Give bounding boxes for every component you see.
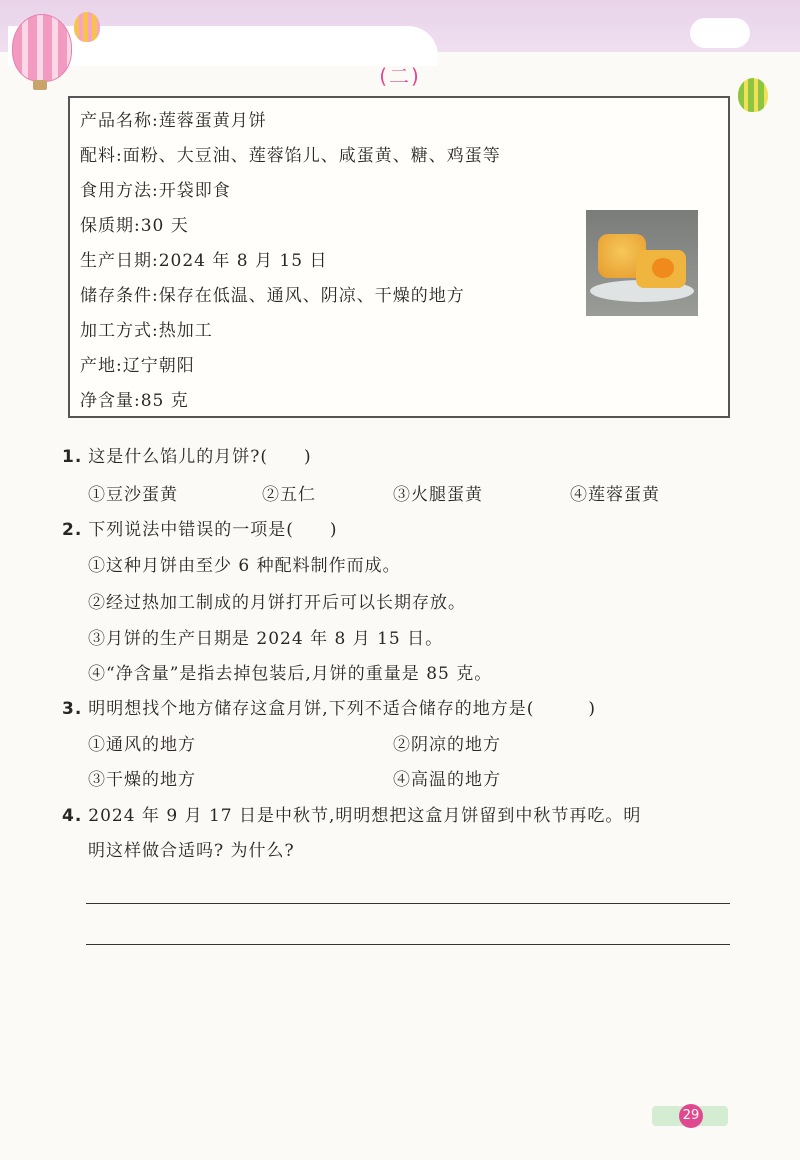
- info-line: 加工方式:热加工: [80, 321, 213, 341]
- info-line: 储存条件:保存在低温、通风、阴凉、干燥的地方: [80, 286, 465, 306]
- cloud-decoration: [690, 18, 750, 48]
- section-title: (二): [379, 64, 421, 88]
- info-line: 产地:辽宁朝阳: [80, 356, 195, 376]
- question-text: 2024 年 9 月 17 日是中秋节,明明想把这盒月饼留到中秋节再吃。明: [88, 806, 642, 826]
- option: ④莲蓉蛋黄: [570, 485, 660, 505]
- product-info-box: [68, 96, 730, 418]
- question-2: [62, 515, 338, 540]
- balloon-basket-icon: [33, 80, 47, 90]
- mooncake-photo: [586, 210, 698, 316]
- option: ④高温的地方: [393, 770, 501, 790]
- question-number: 1.: [62, 447, 83, 467]
- info-line: 生产日期:2024 年 8 月 15 日: [80, 251, 328, 271]
- hot-air-balloon-icon: [738, 78, 768, 112]
- hot-air-balloon-icon: [12, 14, 72, 82]
- info-line: 产品名称:莲蓉蛋黄月饼: [80, 111, 267, 131]
- option: ①通风的地方: [88, 735, 196, 755]
- answer-line[interactable]: [86, 903, 730, 904]
- question-text: 明明想找个地方储存这盒月饼,下列不适合储存的地方是( ): [88, 699, 596, 719]
- option: ①豆沙蛋黄: [88, 485, 178, 505]
- question-text-continued: 明这样做合适吗? 为什么?: [88, 841, 295, 861]
- option: ②阴凉的地方: [393, 735, 501, 755]
- info-line: 食用方法:开袋即食: [80, 181, 231, 201]
- option: ③干燥的地方: [88, 770, 196, 790]
- question-1: [62, 442, 312, 467]
- question-text: 这是什么馅儿的月饼?( ): [88, 447, 312, 467]
- option: ③月饼的生产日期是 2024 年 8 月 15 日。: [88, 629, 444, 649]
- option: ②经过热加工制成的月饼打开后可以长期存放。: [88, 593, 466, 613]
- answer-line[interactable]: [86, 944, 730, 945]
- question-4: [62, 801, 641, 826]
- question-3: [62, 694, 596, 719]
- info-line: 净含量:85 克: [80, 391, 189, 411]
- info-line: 配料:面粉、大豆油、莲蓉馅儿、咸蛋黄、糖、鸡蛋等: [80, 146, 501, 166]
- question-text: 下列说法中错误的一项是( ): [88, 520, 338, 540]
- page-number: 29: [679, 1104, 703, 1128]
- option: ①这种月饼由至少 6 种配料制作而成。: [88, 556, 401, 576]
- hot-air-balloon-icon: [74, 12, 100, 42]
- question-number: 4.: [62, 806, 83, 826]
- info-line: 保质期:30 天: [80, 216, 189, 236]
- question-number: 2.: [62, 520, 83, 540]
- question-number: 3.: [62, 699, 83, 719]
- option: ④“净含量”是指去掉包装后,月饼的重量是 85 克。: [88, 664, 493, 684]
- option: ③火腿蛋黄: [393, 485, 483, 505]
- option: ②五仁: [262, 485, 316, 505]
